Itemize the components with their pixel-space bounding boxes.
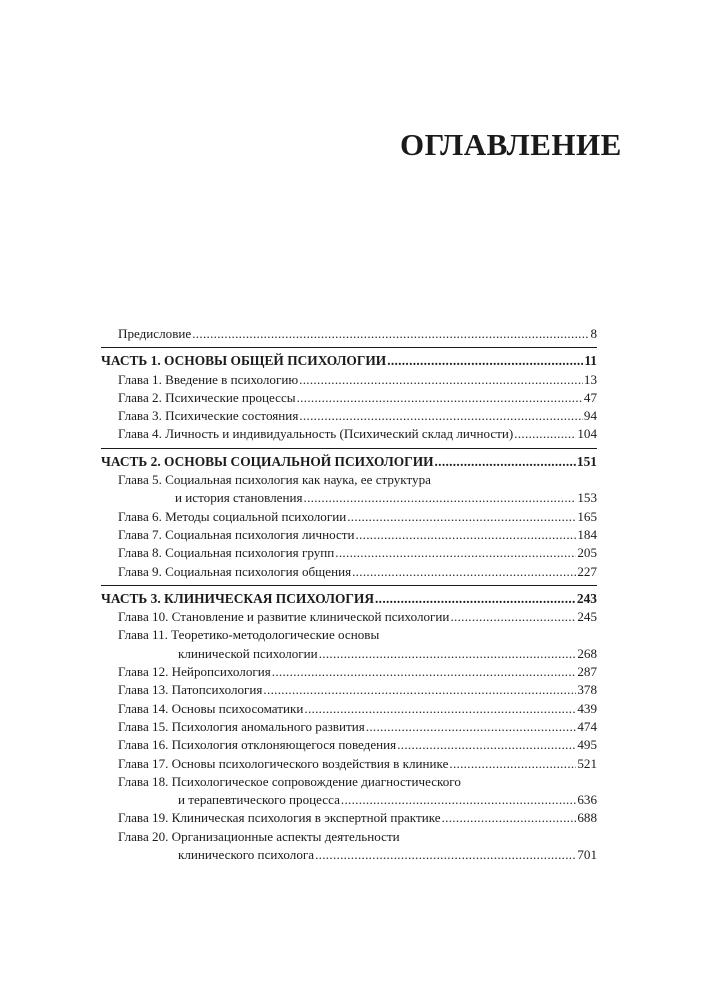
toc-chapter-label: Глава 5. Социальная психология как наука, ее структура	[118, 472, 431, 488]
toc-chapter-11[interactable]	[101, 626, 597, 663]
toc-chapter-page: 495	[577, 737, 597, 753]
toc-part-label: ЧАСТЬ 2. ОСНОВЫ СОЦИАЛЬНОЙ ПСИХОЛОГИИ	[101, 453, 434, 469]
toc-preface[interactable]	[101, 325, 597, 343]
toc-leader-dots	[375, 590, 576, 608]
toc-chapter-label: Глава 3. Психические состояния	[118, 408, 299, 424]
toc-chapter-label-cont: клинической психологии	[178, 645, 318, 661]
toc-chapter-page: 474	[577, 718, 597, 734]
toc-leader-dots	[366, 718, 577, 736]
toc-chapter-14[interactable]	[101, 700, 597, 718]
part-divider	[101, 585, 597, 586]
toc-leader-dots	[347, 508, 576, 526]
toc-chapter-label: Глава 2. Психические процессы	[118, 389, 296, 405]
toc-chapter-label: Глава 11. Теоретико-методологические основы	[118, 627, 380, 643]
toc-chapter-13[interactable]	[101, 681, 597, 699]
toc-chapter-page: 688	[577, 810, 597, 826]
toc-chapter-page: 521	[577, 755, 597, 771]
toc-chapter-label: Глава 8. Социальная психология групп	[118, 545, 335, 561]
toc-chapter-page: 268	[577, 645, 597, 661]
toc-leader-dots	[272, 663, 577, 681]
toc-chapter-label: Глава 18. Психологическое сопровождение диагностического	[118, 773, 461, 789]
toc-leader-dots	[356, 526, 577, 544]
toc-chapter-page: 153	[577, 490, 597, 506]
toc-chapter-page: 94	[583, 408, 597, 424]
toc-part-page: 243	[576, 590, 597, 606]
toc-leader-dots	[297, 389, 583, 407]
toc-chapter-label: Глава 1. Введение в психологию	[118, 371, 299, 387]
toc-chapter-15[interactable]	[101, 718, 597, 736]
toc-chapter-label: Глава 16. Психология отклоняющегося поведения	[118, 737, 397, 753]
toc-leader-dots	[304, 489, 577, 507]
toc-chapter-page: 439	[577, 700, 597, 716]
toc-chapter-label: Глава 13. Патопсихология	[118, 682, 263, 698]
toc-leader-dots	[450, 608, 576, 626]
toc-chapter-page: 636	[577, 792, 597, 808]
toc-part-label: ЧАСТЬ 3. КЛИНИЧЕСКАЯ ПСИХОЛОГИЯ	[101, 590, 375, 606]
page-title: ОГЛАВЛЕНИЕ	[400, 127, 622, 162]
toc-leader-dots	[192, 325, 589, 343]
toc-part-page: 11	[584, 353, 597, 369]
toc-leader-dots	[341, 791, 576, 809]
part-divider	[101, 347, 597, 348]
toc-chapter-page: 104	[577, 426, 597, 442]
toc-part-3[interactable]	[101, 590, 597, 608]
toc-leader-dots	[442, 809, 577, 827]
toc-chapter-7[interactable]	[101, 526, 597, 544]
toc-chapter-label: Глава 20. Организационные аспекты деятельности	[118, 828, 400, 844]
toc-chapter-page: 205	[577, 545, 597, 561]
toc-chapter-3[interactable]	[101, 407, 597, 425]
toc-preface-page: 8	[590, 326, 597, 341]
toc-chapter-label: Глава 19. Клиническая психология в экспертной практике	[118, 810, 441, 826]
toc-leader-dots	[387, 352, 583, 370]
toc-chapter-6[interactable]	[101, 508, 597, 526]
toc-chapter-label-cont: клинического психолога	[178, 847, 315, 863]
toc-chapter-19[interactable]	[101, 809, 597, 827]
toc-chapter-page: 245	[577, 609, 597, 625]
part-divider	[101, 448, 597, 449]
toc-chapter-16[interactable]	[101, 736, 597, 754]
toc-part-1[interactable]	[101, 352, 597, 370]
toc-chapter-17[interactable]	[101, 755, 597, 773]
toc-leader-dots	[449, 755, 576, 773]
toc-chapter-label-cont: и история становления	[175, 490, 303, 506]
toc-leader-dots	[397, 736, 576, 754]
toc-chapter-page: 378	[577, 682, 597, 698]
toc-chapter-5[interactable]	[101, 471, 597, 508]
toc-chapter-4[interactable]	[101, 425, 597, 443]
toc-chapter-label: Глава 12. Нейропсихология	[118, 664, 271, 680]
toc-chapter-page: 184	[577, 526, 597, 542]
toc-chapter-20[interactable]	[101, 828, 597, 865]
toc-chapter-8[interactable]	[101, 544, 597, 562]
toc-leader-dots	[335, 544, 576, 562]
toc-part-label: ЧАСТЬ 1. ОСНОВЫ ОБЩЕЙ ПСИХОЛОГИИ	[101, 353, 387, 369]
toc-chapter-label-cont: и терапевтического процесса	[178, 792, 340, 808]
toc-chapter-label: Глава 6. Методы социальной психологии	[118, 508, 347, 524]
toc-chapter-page: 13	[583, 371, 597, 387]
toc-chapter-label: Глава 10. Становление и развитие клинической психологии	[118, 609, 450, 625]
toc-chapter-page: 227	[577, 563, 597, 579]
toc-chapter-label: Глава 17. Основы психологического воздействия в клинике	[118, 755, 449, 771]
toc-chapter-18[interactable]	[101, 773, 597, 810]
toc-leader-dots	[299, 371, 583, 389]
toc-leader-dots	[299, 407, 583, 425]
toc-chapter-page: 165	[577, 508, 597, 524]
toc-part-page: 151	[576, 453, 597, 469]
table-of-contents	[101, 325, 597, 864]
toc-chapter-12[interactable]	[101, 663, 597, 681]
toc-chapter-label: Глава 7. Социальная психология личности	[118, 526, 355, 542]
toc-chapter-9[interactable]	[101, 563, 597, 581]
toc-chapter-2[interactable]	[101, 389, 597, 407]
toc-leader-dots	[319, 645, 577, 663]
toc-chapter-page: 701	[577, 847, 597, 863]
toc-part-2[interactable]	[101, 453, 597, 471]
toc-chapter-label: Глава 9. Социальная психология общения	[118, 563, 352, 579]
toc-chapter-label: Глава 15. Психология аномального развития	[118, 718, 365, 734]
toc-chapter-10[interactable]	[101, 608, 597, 626]
toc-chapter-page: 47	[583, 389, 597, 405]
toc-leader-dots	[514, 425, 576, 443]
toc-chapter-1[interactable]	[101, 371, 597, 389]
toc-leader-dots	[352, 563, 576, 581]
toc-preface-label: Предисловие	[118, 326, 192, 341]
toc-leader-dots	[435, 453, 576, 471]
toc-leader-dots	[304, 700, 576, 718]
toc-chapter-label: Глава 14. Основы психосоматики	[118, 700, 304, 716]
toc-leader-dots	[263, 681, 576, 699]
toc-leader-dots	[315, 846, 576, 864]
toc-chapter-page: 287	[577, 664, 597, 680]
toc-chapter-label: Глава 4. Личность и индивидуальность (Психический склад личности)	[118, 426, 514, 442]
